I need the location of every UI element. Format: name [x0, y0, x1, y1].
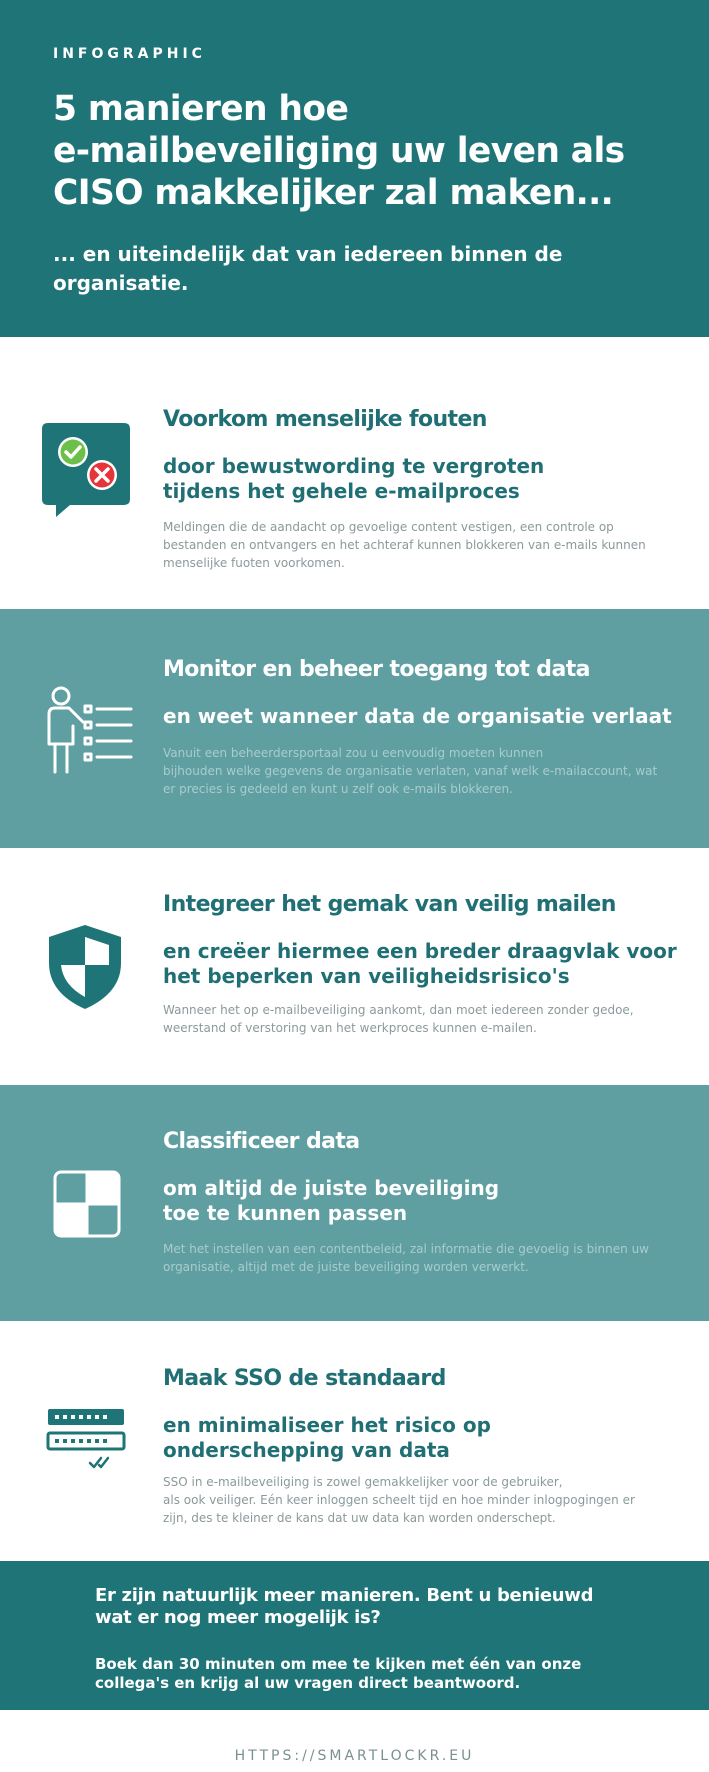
section-body: SSO in e-mailbeveiliging is zowel gemakkelijker voor de gebruiker, als ook veiliger. Eén keer inloggen scheelt tijd en hoe minder inlogpogingen er zijn, des te kleiner de kans dat uw data kan worden onderschept.	[163, 1475, 635, 1525]
section-subtitle: en minimaliseer het risico op onderschepping van data	[163, 1413, 491, 1462]
shield-icon	[47, 923, 123, 1015]
section-human-errors	[0, 337, 709, 609]
section-easy-secure-mail	[0, 848, 709, 1085]
presenter-checklist-icon	[45, 686, 135, 780]
header-banner	[0, 0, 709, 337]
section-subtitle: en creëer hiermee een breder draagvlak voor het beperken van veiligheidsrisico's	[163, 939, 677, 988]
section-body: Met het instellen van een contentbeleid, zal informatie die gevoelig is binnen uw organisatie, altijd met de juiste beveiliging worden verwerkt.	[163, 1242, 649, 1274]
grid-quadrant-icon	[53, 1170, 121, 1242]
section-title: Voorkom menselijke fouten	[163, 407, 487, 432]
section-body: Wanneer het op e-mailbeveiliging aankomt, dan moet iedereen zonder gedoe, weerstand of verstoring van het werkproces kunnen e-mailen.	[163, 1003, 634, 1035]
page-subtitle: ... en uiteindelijk dat van iedereen binnen de organisatie.	[53, 242, 563, 295]
section-classify-data	[0, 1085, 709, 1321]
cta-question: Er zijn natuurlijk meer manieren. Bent u benieuwd wat er nog meer mogelijk is?	[95, 1585, 594, 1628]
section-title: Maak SSO de standaard	[163, 1366, 446, 1391]
website-link[interactable]: HTTPS://SMARTLOCKR.EU	[234, 1748, 475, 1764]
section-subtitle: door bewustwording te vergroten tijdens het gehele e-mailproces	[163, 454, 545, 503]
section-subtitle: om altijd de juiste beveiliging toe te kunnen passen	[163, 1176, 500, 1225]
page-title: 5 manieren hoe e-mailbeveiliging uw leven als CISO makkelijker zal maken...	[53, 89, 625, 213]
section-title: Monitor en beheer toegang tot data	[163, 657, 590, 682]
section-subtitle: en weet wanneer data de organisatie verlaat	[163, 704, 672, 728]
section-title: Integreer het gemak van veilig mailen	[163, 892, 616, 917]
section-body: Meldingen die de aandacht op gevoelige content vestigen, een controle op bestanden en ontvangers en het achteraf kunnen blokkeren van e-mails kunnen menselijke fuoten voorkomen.	[163, 520, 646, 570]
section-body: Vanuit een beheerdersportaal zou u eenvoudig moeten kunnen bijhouden welke gegevens de organisatie verlaten, vanaf welk e-mailaccount, wat er precies is gedeeld en kunt u zelf ook e-mails blokkeren.	[163, 746, 658, 796]
call-to-action-banner	[0, 1561, 709, 1710]
infographic-kicker: INFOGRAPHIC	[53, 46, 206, 62]
password-fields-icon	[46, 1407, 126, 1477]
chat-check-cross-icon	[40, 419, 132, 523]
cta-text: Boek dan 30 minuten om mee te kijken met één van onze collega's en krijg al uw vragen direct beantwoord.	[95, 1655, 582, 1692]
section-title: Classificeer data	[163, 1129, 360, 1154]
section-monitor-access	[0, 609, 709, 848]
section-sso-standard	[0, 1321, 709, 1561]
